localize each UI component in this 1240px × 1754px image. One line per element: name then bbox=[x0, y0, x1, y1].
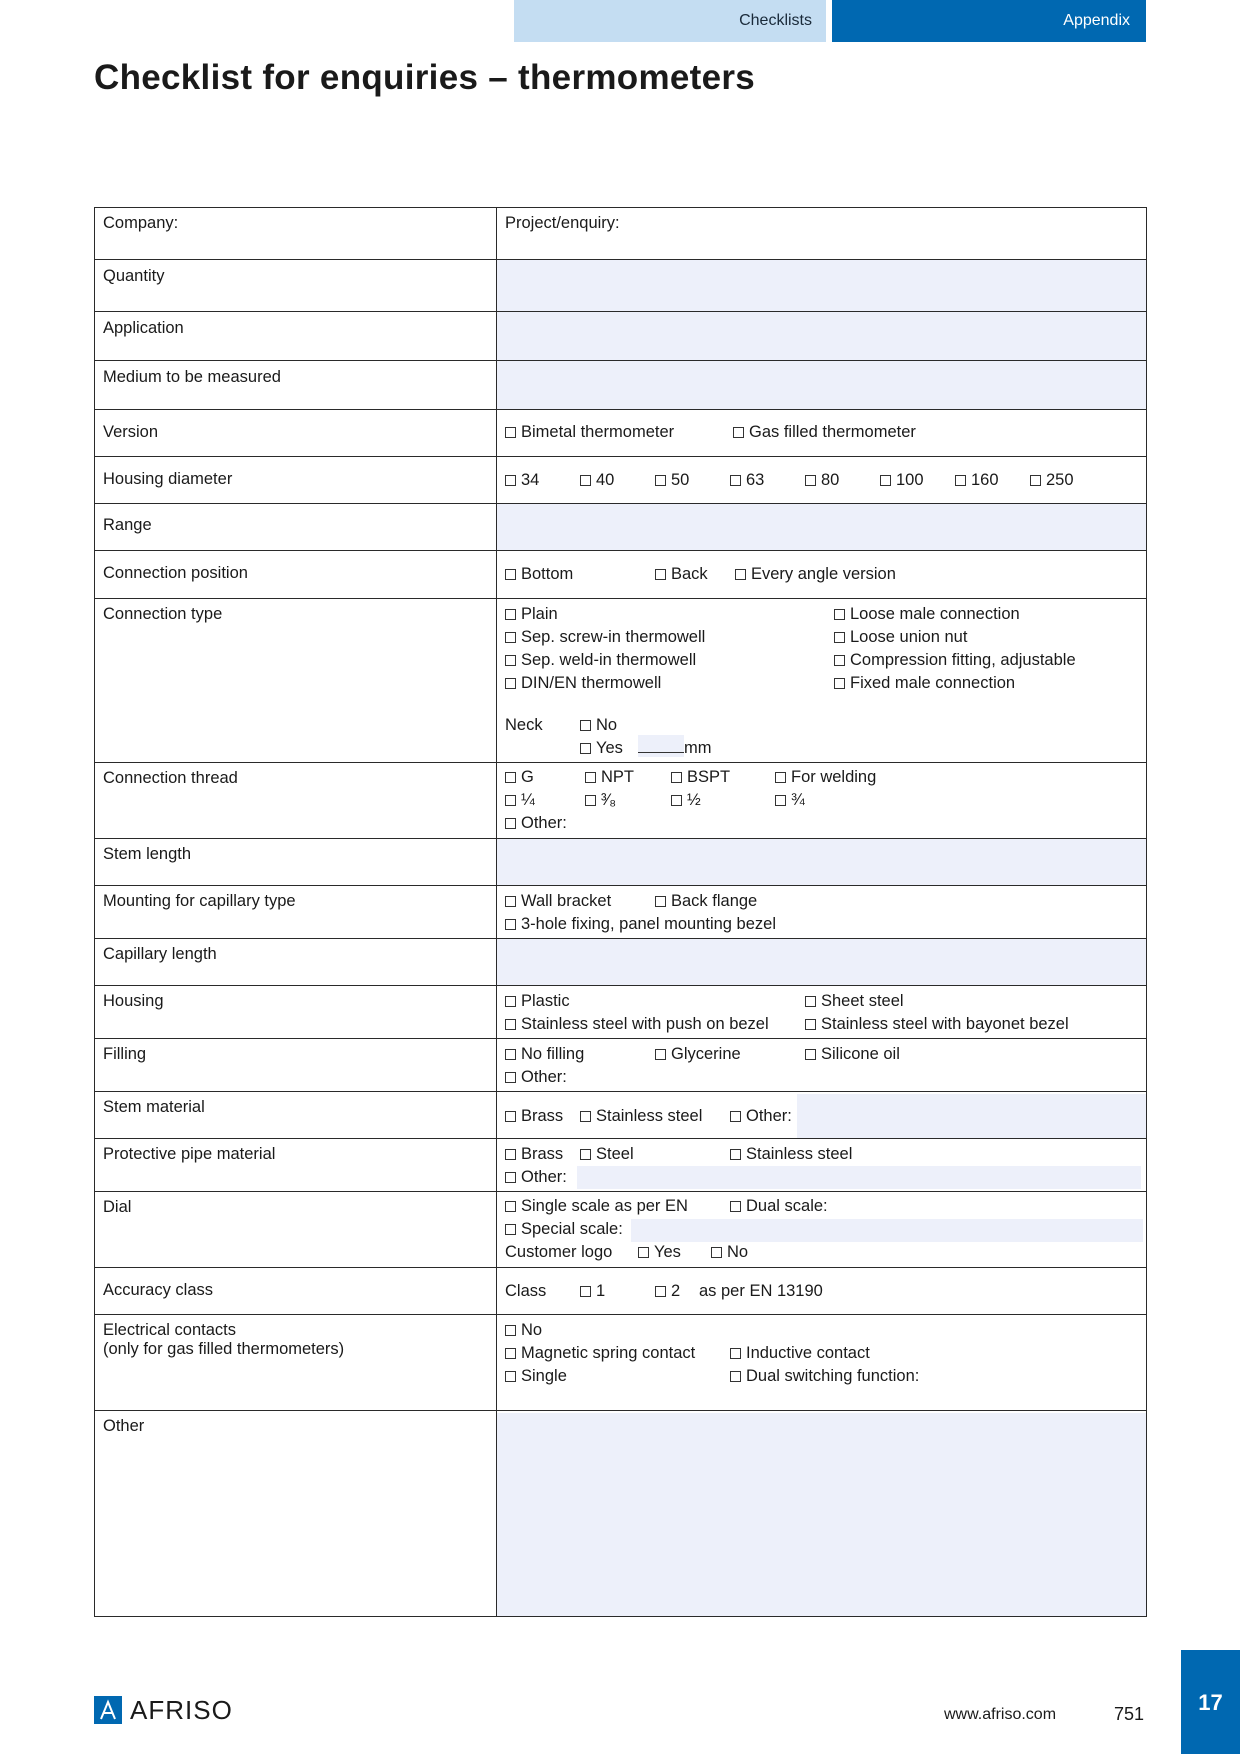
checkbox-icon[interactable] bbox=[580, 1286, 591, 1297]
checkbox-icon[interactable] bbox=[730, 1371, 741, 1382]
stem-material-other-field[interactable] bbox=[797, 1094, 1146, 1138]
contact-option[interactable]: Single bbox=[505, 1365, 567, 1388]
neck-label: Neck bbox=[505, 716, 543, 734]
afriso-logo bbox=[94, 1696, 233, 1724]
protective-pipe-label: Protective pipe material bbox=[95, 1139, 497, 1192]
connection-position-label: Connection position bbox=[95, 551, 497, 599]
thread-option[interactable]: For welding bbox=[775, 766, 876, 789]
checkbox-icon[interactable] bbox=[671, 795, 682, 806]
connection-type-option[interactable]: Plain bbox=[505, 603, 558, 626]
thread-size-option[interactable]: ³⁄₈ bbox=[585, 789, 616, 812]
special-scale-field[interactable] bbox=[631, 1219, 1143, 1242]
class-option[interactable]: 2 bbox=[655, 1280, 680, 1303]
housing-label: Housing bbox=[95, 986, 497, 1039]
range-field[interactable] bbox=[497, 504, 1147, 551]
version-option[interactable]: Gas filled thermometer bbox=[733, 421, 916, 444]
checkbox-icon[interactable] bbox=[580, 720, 591, 731]
logo-yes-option[interactable]: Yes bbox=[638, 1241, 681, 1264]
checkbox-icon[interactable] bbox=[505, 655, 516, 666]
checkbox-icon[interactable] bbox=[733, 427, 744, 438]
neck-yes-option[interactable]: Yes bbox=[580, 737, 623, 760]
checkbox-icon[interactable] bbox=[638, 1247, 649, 1258]
mounting-option[interactable]: Back flange bbox=[655, 890, 757, 913]
mm-unit: mm bbox=[684, 739, 712, 757]
mounting-label: Mounting for capillary type bbox=[95, 886, 497, 939]
checkbox-icon[interactable] bbox=[655, 896, 666, 907]
filling-option[interactable]: Silicone oil bbox=[805, 1043, 900, 1066]
page-title: Checklist for enquiries – thermometers bbox=[94, 58, 756, 97]
thread-option[interactable]: NPT bbox=[585, 766, 634, 789]
connection-type-option[interactable]: Fixed male connection bbox=[834, 672, 1015, 695]
quantity-field[interactable] bbox=[497, 260, 1147, 312]
application-field[interactable] bbox=[497, 312, 1147, 361]
diameter-option[interactable]: 100 bbox=[880, 469, 924, 492]
checkbox-icon[interactable] bbox=[730, 1201, 741, 1212]
dial-option[interactable]: Special scale: bbox=[505, 1218, 623, 1241]
checkbox-icon[interactable] bbox=[580, 1149, 591, 1160]
other-field[interactable] bbox=[497, 1411, 1147, 1617]
diameter-option[interactable]: 40 bbox=[580, 469, 614, 492]
quantity-label: Quantity bbox=[95, 260, 497, 312]
checkbox-icon[interactable] bbox=[775, 795, 786, 806]
page-number: 751 bbox=[1114, 1704, 1145, 1724]
pipe-material-option[interactable]: Other: bbox=[505, 1166, 567, 1189]
checkbox-icon[interactable] bbox=[505, 632, 516, 643]
checkbox-icon[interactable] bbox=[505, 1201, 516, 1212]
checkbox-icon[interactable] bbox=[805, 1049, 816, 1060]
logo-text: AFRISO bbox=[130, 1694, 233, 1725]
version-option[interactable]: Bimetal thermometer bbox=[505, 421, 674, 444]
connection-type-option[interactable]: Sep. screw-in thermowell bbox=[505, 626, 705, 649]
customer-logo-label: Customer logo bbox=[505, 1243, 613, 1261]
stem-material-option[interactable]: Brass bbox=[505, 1105, 563, 1128]
housing-option[interactable]: Stainless steel with bayonet bezel bbox=[805, 1013, 1069, 1036]
checkbox-icon[interactable] bbox=[505, 818, 516, 829]
diameter-option[interactable]: 80 bbox=[805, 469, 839, 492]
enquiry-form bbox=[94, 207, 1147, 1617]
checkbox-icon[interactable] bbox=[834, 609, 845, 620]
application-label: Application bbox=[95, 312, 497, 361]
checkbox-icon[interactable] bbox=[505, 609, 516, 620]
electrical-contacts-note: (only for gas filled thermometers) bbox=[103, 1340, 345, 1358]
checkbox-icon[interactable] bbox=[580, 1111, 591, 1122]
checkbox-icon[interactable] bbox=[735, 569, 746, 580]
dial-option[interactable]: Dual scale: bbox=[730, 1195, 828, 1218]
housing-option[interactable]: Sheet steel bbox=[805, 990, 904, 1013]
contact-option[interactable]: Dual switching function: bbox=[730, 1365, 919, 1388]
connection-type-option[interactable]: Loose male connection bbox=[834, 603, 1020, 626]
stem-length-field[interactable] bbox=[497, 839, 1147, 886]
diameter-option[interactable]: 160 bbox=[955, 469, 999, 492]
checkbox-icon[interactable] bbox=[585, 772, 596, 783]
checkbox-icon[interactable] bbox=[505, 1049, 516, 1060]
thread-size-option[interactable]: ¼ bbox=[505, 789, 535, 812]
checkbox-icon[interactable] bbox=[505, 996, 516, 1007]
filling-option[interactable]: Other: bbox=[505, 1066, 567, 1089]
stem-material-option[interactable]: Other: bbox=[730, 1105, 792, 1128]
checkbox-icon[interactable] bbox=[505, 1019, 516, 1030]
connection-type-label: Connection type bbox=[95, 599, 497, 763]
checkbox-icon[interactable] bbox=[505, 1072, 516, 1083]
accuracy-standard: as per EN 13190 bbox=[699, 1282, 823, 1300]
checkbox-icon[interactable] bbox=[505, 1371, 516, 1382]
project-label: Project/enquiry: bbox=[505, 214, 620, 232]
checkbox-icon[interactable] bbox=[955, 475, 966, 486]
dial-label: Dial bbox=[95, 1192, 497, 1268]
contact-option[interactable]: Inductive contact bbox=[730, 1342, 870, 1365]
housing-diameter-label: Housing diameter bbox=[95, 457, 497, 504]
pipe-material-option[interactable]: Steel bbox=[580, 1143, 634, 1166]
checkbox-icon[interactable] bbox=[655, 1286, 666, 1297]
company-label: Company: bbox=[103, 214, 179, 232]
neck-length-line bbox=[638, 737, 712, 760]
filling-option[interactable]: No filling bbox=[505, 1043, 584, 1066]
checkbox-icon[interactable] bbox=[505, 678, 516, 689]
checkbox-icon[interactable] bbox=[505, 919, 516, 930]
mounting-option[interactable]: Wall bracket bbox=[505, 890, 611, 913]
contact-option[interactable]: Magnetic spring contact bbox=[505, 1342, 695, 1365]
contact-option[interactable]: No bbox=[505, 1319, 542, 1342]
neck-no-option[interactable]: No bbox=[580, 714, 617, 737]
housing-option[interactable]: Stainless steel with push on bezel bbox=[505, 1013, 769, 1036]
accuracy-label: Accuracy class bbox=[95, 1268, 497, 1315]
thread-size-option[interactable]: ¾ bbox=[775, 789, 805, 812]
checkbox-icon[interactable] bbox=[505, 1172, 516, 1183]
checkbox-icon[interactable] bbox=[805, 1019, 816, 1030]
checkbox-icon[interactable] bbox=[505, 795, 516, 806]
logo-no-option[interactable]: No bbox=[711, 1241, 748, 1264]
stem-length-label: Stem length bbox=[95, 839, 497, 886]
filling-label: Filling bbox=[95, 1039, 497, 1092]
checkbox-icon[interactable] bbox=[655, 1049, 666, 1060]
tab-checklists[interactable]: Checklists bbox=[514, 0, 826, 42]
connection-type-option[interactable]: DIN/EN thermowell bbox=[505, 672, 661, 695]
checkbox-icon[interactable] bbox=[505, 475, 516, 486]
checkbox-icon[interactable] bbox=[655, 569, 666, 580]
diameter-option[interactable]: 250 bbox=[1030, 469, 1074, 492]
medium-field[interactable] bbox=[497, 361, 1147, 410]
medium-label: Medium to be measured bbox=[95, 361, 497, 410]
checkbox-icon[interactable] bbox=[671, 772, 682, 783]
position-option[interactable]: Back bbox=[655, 563, 708, 586]
thread-size-option[interactable]: ½ bbox=[671, 789, 701, 812]
chapter-tab[interactable]: 17 bbox=[1181, 1650, 1240, 1754]
checkbox-icon[interactable] bbox=[880, 475, 891, 486]
checkbox-icon[interactable] bbox=[1030, 475, 1041, 486]
pipe-material-option[interactable]: Brass bbox=[505, 1143, 563, 1166]
checkbox-icon[interactable] bbox=[505, 1149, 516, 1160]
thread-option[interactable]: BSPT bbox=[671, 766, 730, 789]
checkbox-icon[interactable] bbox=[505, 1348, 516, 1359]
dial-option[interactable]: Single scale as per EN bbox=[505, 1195, 688, 1218]
checkbox-icon[interactable] bbox=[805, 996, 816, 1007]
housing-option[interactable]: Plastic bbox=[505, 990, 570, 1013]
other-label: Other bbox=[95, 1411, 497, 1617]
diameter-option[interactable]: 50 bbox=[655, 469, 689, 492]
checkbox-icon[interactable] bbox=[505, 1325, 516, 1336]
checkbox-icon[interactable] bbox=[505, 772, 516, 783]
connection-type-option[interactable]: Compression fitting, adjustable bbox=[834, 649, 1076, 672]
stem-material-option[interactable]: Stainless steel bbox=[580, 1105, 702, 1128]
checkbox-icon[interactable] bbox=[655, 475, 666, 486]
class-label: Class bbox=[505, 1282, 547, 1300]
position-option[interactable]: Every angle version bbox=[735, 563, 896, 586]
pipe-other-field[interactable] bbox=[577, 1166, 1141, 1189]
connection-type-option[interactable]: Loose union nut bbox=[834, 626, 967, 649]
electrical-contacts-cell bbox=[95, 1315, 497, 1411]
range-label: Range bbox=[95, 504, 497, 551]
company-cell bbox=[95, 208, 497, 260]
checkbox-icon[interactable] bbox=[834, 632, 845, 643]
connection-thread-label: Connection thread bbox=[95, 763, 497, 839]
checkbox-icon[interactable] bbox=[730, 1111, 741, 1122]
checkbox-icon[interactable] bbox=[580, 743, 591, 754]
checkbox-icon[interactable] bbox=[585, 795, 596, 806]
checkbox-icon[interactable] bbox=[805, 475, 816, 486]
checkbox-icon[interactable] bbox=[730, 475, 741, 486]
position-option[interactable]: Bottom bbox=[505, 563, 573, 586]
filling-option[interactable]: Glycerine bbox=[655, 1043, 741, 1066]
checkbox-icon[interactable] bbox=[505, 427, 516, 438]
electrical-contacts-label: Electrical contacts bbox=[103, 1321, 236, 1339]
checkbox-icon[interactable] bbox=[505, 569, 516, 580]
checkbox-icon[interactable] bbox=[834, 655, 845, 666]
project-cell bbox=[497, 208, 1147, 260]
checkbox-icon[interactable] bbox=[580, 475, 591, 486]
checkbox-icon[interactable] bbox=[775, 772, 786, 783]
checkbox-icon[interactable] bbox=[505, 896, 516, 907]
connection-type-option[interactable]: Sep. weld-in thermowell bbox=[505, 649, 696, 672]
website-link[interactable]: www.afriso.com bbox=[944, 1706, 1057, 1723]
thread-option[interactable]: G bbox=[505, 766, 534, 789]
version-label: Version bbox=[95, 410, 497, 457]
checkbox-icon[interactable] bbox=[505, 1224, 516, 1235]
mounting-option[interactable]: 3-hole fixing, panel mounting bezel bbox=[505, 913, 776, 936]
diameter-option[interactable]: 34 bbox=[505, 469, 539, 492]
thread-other-option[interactable]: Other: bbox=[505, 812, 567, 835]
capillary-length-label: Capillary length bbox=[95, 939, 497, 986]
checkbox-icon[interactable] bbox=[505, 1111, 516, 1122]
capillary-length-field[interactable] bbox=[497, 939, 1147, 986]
diameter-option[interactable]: 63 bbox=[730, 469, 764, 492]
checkbox-icon[interactable] bbox=[730, 1149, 741, 1160]
tab-appendix[interactable]: Appendix bbox=[832, 0, 1146, 42]
checkbox-icon[interactable] bbox=[834, 678, 845, 689]
pipe-material-option[interactable]: Stainless steel bbox=[730, 1143, 852, 1166]
checkbox-icon[interactable] bbox=[730, 1348, 741, 1359]
stem-material-label: Stem material bbox=[95, 1092, 497, 1139]
logo-icon bbox=[94, 1696, 122, 1724]
checkbox-icon[interactable] bbox=[711, 1247, 722, 1258]
class-option[interactable]: 1 bbox=[580, 1280, 605, 1303]
